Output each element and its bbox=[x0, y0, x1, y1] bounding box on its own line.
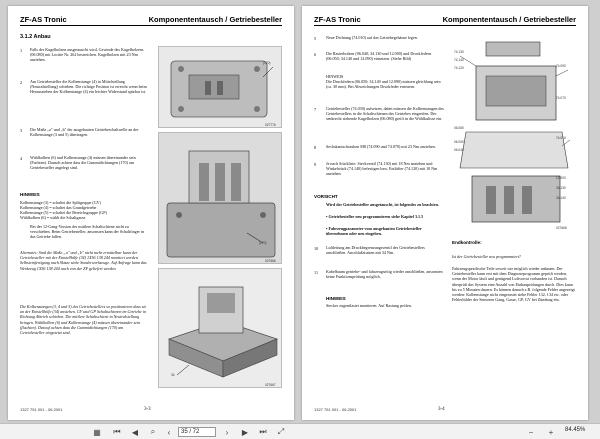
zoom-in-icon[interactable]: + bbox=[548, 427, 554, 437]
hinweis-line: Wählkolben (6) = wählt die Schaltgasse bbox=[20, 215, 86, 220]
vorsicht-line: • Fahrzeugparameter vom ausgebauten Getriebesteller übernehmen oder neu eingeben. bbox=[326, 226, 422, 237]
diagram-label: 34.140 bbox=[556, 196, 566, 200]
step-number: 6 bbox=[314, 52, 317, 57]
diagram-label: 74.010 bbox=[556, 136, 566, 140]
figure-id: 027776 bbox=[265, 123, 276, 127]
header-right: Komponententausch / Getriebesteller bbox=[148, 15, 282, 24]
endkontrolle-question: Ist der Getriebesteller neu programmiert? bbox=[452, 254, 521, 259]
endkontrolle-text: Fahrzeugspezifische Teile soweit wie möglich wieder anbauen. Der Getriebesteller kann erst mit dem Diagnoseprogramm geprüft werden, wenn der Motor läuft und genügend Luftvorrat vorhanden ist. Danach überprüft das System eine Anzahl von Einbauprüfungen durch. Dies kann bis zu 5 Minuten dauern. Es können danach z.B. folgende Fehler angezeigt werden: Kolbenstange nicht eingerastet siehe Fehler 132, 134 etc. oder Fehlerbilder der Sensoren Gang, Gasse, GP, GV bei Zündung ein. bbox=[452, 266, 575, 303]
zoom-level[interactable]: 84.45% bbox=[565, 427, 586, 433]
diagram-label: 34.130 bbox=[556, 186, 566, 190]
first-page-icon[interactable]: ⏮ bbox=[113, 427, 121, 436]
chevron-right-icon[interactable]: › bbox=[225, 427, 229, 437]
step-text: Sechskantschrauben M8 (74.090 und 74.070) mit 23 Nm anziehen. bbox=[326, 144, 436, 149]
vorsicht-title: VORSICHT bbox=[314, 194, 338, 199]
figure-gearbox-top bbox=[158, 46, 282, 128]
step-text: Wählkolben (6) und Kolbenstange (4) müssen übereinander sein (Fuchten). Danach achten dass die Gummidichtungen (170) am Getriebesteller angelegt sind. bbox=[30, 155, 136, 171]
chevron-left-icon[interactable]: ‹ bbox=[167, 427, 171, 437]
page-footer: 1327 751 001 - 06.2001 bbox=[20, 407, 63, 412]
viewer-toolbar bbox=[0, 423, 600, 439]
hinweis-text: Stecker zugentlastet montieren. Auf Rastung prüfen. bbox=[326, 303, 412, 308]
step-text: Am Getriebesteller die Kolbenstange (4) in Mittelstellung (Neutralstellung) schieben. Die richtige Position ist erreicht wenn beim Herausziehen der Kolbenstange (4) ein leichter Widerstand spürbar ist. bbox=[30, 79, 147, 95]
page-number: 3-4 bbox=[438, 407, 445, 412]
figure-id: 027667 bbox=[265, 383, 276, 387]
hinweis-title: HINWEIS bbox=[326, 296, 346, 301]
header-right: Komponententausch / Getriebesteller bbox=[442, 15, 576, 24]
step-number: 2 bbox=[20, 80, 23, 85]
figure-id: 027668 bbox=[556, 226, 567, 230]
prev-page-icon[interactable]: ◀ bbox=[131, 427, 139, 437]
step-text: Die Rasterbolzen (06.040; 34.130 und 12.000) und Druckfedern (06.050; 34.140 und 12.090) einsetzen. (Siehe Bild) bbox=[326, 51, 432, 62]
diagram-label: 74.130 bbox=[454, 50, 464, 54]
diagram-label: 12.000 bbox=[556, 176, 566, 180]
hinweis-line: Kolbenstange (5) = schaltet die Bereichsgruppe (GP) bbox=[20, 210, 107, 215]
endkontrolle-title: Endkontrolle: bbox=[452, 240, 482, 245]
step-number: 8 bbox=[314, 145, 317, 150]
step-number: 7 bbox=[314, 107, 317, 112]
fullscreen-icon[interactable]: ⤢ bbox=[277, 427, 285, 436]
vorsicht-line: Wird der Getriebesteller ausgetauscht, ist folgendes zu beachten. bbox=[326, 202, 439, 207]
figure-callout: (170) bbox=[259, 241, 267, 245]
diagram-label: 74.140 bbox=[454, 58, 464, 62]
grid-view-icon[interactable]: ▦ bbox=[93, 427, 101, 437]
step-text: Je nach Stückliste: Steckventil (74.130) mit 18 Nm anziehen und Winkelstück (74.140) befestigen bzw. Entlüfter (74.120) mit 10 Nm anziehen. bbox=[326, 161, 438, 177]
diagram-label: 74.120 bbox=[454, 66, 464, 70]
step-text: Falls der Kugelbolzen ausgetauscht wird, Gewinde des Kugelbolzens (06.080) mit Loctite Nr. 262 bestreichen. Kugelbolzen mit 23 Nm anziehen. bbox=[30, 47, 144, 63]
figure-actuator-mount bbox=[158, 132, 282, 264]
diagram-label: 06.050 bbox=[454, 140, 464, 144]
step-number: 10 bbox=[314, 246, 319, 251]
step-text: Die Maße „a" und „b" der ausgebauten Getriebeschaltwelle an der Kolbenstange (3 und 5) übertragen. bbox=[30, 127, 139, 138]
figure-id: 027666 bbox=[265, 259, 276, 263]
step-text: Getriebesteller (74.030) aufsetzen, dabei müssen die Kolbenstangen des Getriebestellers in die Schaltschienen des Getriebes eingreifen. Der senkrecht stehende Kugelbolzen (06.080) greift in die Wählkulisse ein. bbox=[326, 106, 444, 122]
page-footer: 1327 751 001 - 06.2001 bbox=[314, 407, 357, 412]
alternative-text-2: Die Kolbenstangen (3, 4 und 5) des Getriebestellers so positionieren dass sie an der Einstellhilfe (34) anstehen. GV und GP Schaltschienen im Getriebe in Richtung Abtrieb schieben. Die mittlere Schaltschiene in Neutralstellung bringen. Wählkolben (6) und Kolbenstange (4) müssen übereinander sein (fluchten). Darauf achten dass die Gummidichtungen (170) am Getriebesteller eingesetzt sind. bbox=[20, 304, 147, 336]
page-header bbox=[20, 14, 282, 26]
diagram-label: 06.080 bbox=[454, 126, 464, 130]
page-header bbox=[314, 14, 576, 26]
vorsicht-line: • Getriebesteller neu programmieren siehe Kapitel 3.1.5 bbox=[326, 214, 424, 219]
figure-callout: (170) bbox=[263, 61, 271, 65]
alternative-text: Alternativ: Sind die Maße „a" und „b" nicht mehr ermittelbar kann der Getriebesteller mit der Einstellhilfe (34) 1X56 138 244 montiert werden. Selbsteinfertigung nach Skizze siehe Sonderwerkzeuge. Auf Anfrage kann das Werkzeug 1X56 138 244 auch von der ZF geliefert werden. bbox=[20, 250, 147, 271]
page-number: 3-3 bbox=[144, 407, 151, 412]
step-number: 3 bbox=[20, 128, 23, 133]
page-right bbox=[302, 6, 588, 420]
search-icon[interactable]: ⌕ bbox=[150, 427, 156, 436]
step-number: 5 bbox=[314, 36, 317, 41]
hinweis-springs: HINWEIS Die Druckfedern (06.050; 34.140 und 12.090) müssen gleichlang sein (ca. 30 mm). Bei Abweichungen Druckfeder erneuern. bbox=[326, 74, 441, 90]
next-page-icon[interactable]: ▶ bbox=[241, 427, 249, 437]
step-text: Kabelbaum getriebe- und fahrzeugseitig wieder anschließen, ansonsten keine Funktionsprüfung möglich. bbox=[326, 269, 443, 280]
diagram-label: 74.070 bbox=[556, 96, 566, 100]
diagram-label: 06.040 bbox=[454, 148, 464, 152]
hinweis-line: Kolbenstange (3) = schaltet die Splitgruppe (GV) bbox=[20, 200, 101, 205]
figure-callout: 34 bbox=[171, 373, 175, 377]
section-title: 3.1.2 Anbau bbox=[20, 34, 51, 40]
step-number: 1 bbox=[20, 48, 23, 53]
step-number: 11 bbox=[314, 270, 319, 275]
step-number: 9 bbox=[314, 162, 317, 167]
last-page-icon[interactable]: ⏭ bbox=[259, 427, 267, 436]
diagram-label: 74.090 bbox=[556, 64, 566, 68]
header-left: ZF-AS Tronic bbox=[20, 15, 67, 24]
figure-adjustment-tool bbox=[158, 268, 282, 388]
zoom-out-icon[interactable]: − bbox=[528, 427, 534, 437]
figure-exploded-view bbox=[452, 36, 576, 232]
step-text: Luftleitung am Druckbegrenzungsventil des Getriebestellers anschließen. Anschlußstutzen mit 34 Nm. bbox=[326, 245, 425, 256]
step-text: Neue Dichtung (74.010) auf das Getriebegehäuse legen. bbox=[326, 35, 418, 40]
step-number: 4 bbox=[20, 156, 23, 161]
note-12gang: Bei der 12-Gang-Version der mittlere Schaltschiene nicht zu verschieben. Beim Getriebesteller, ansonsten kann der Schaltfinger in das Getriebe fallen. bbox=[30, 224, 145, 240]
hinweis-title: HINWEIS bbox=[20, 192, 40, 197]
adjustment-tool-illustration bbox=[159, 269, 282, 388]
hinweis-line: Kolbenstange (4) = schaltet das Grundgetriebe bbox=[20, 205, 97, 210]
page-number-input[interactable]: 35 / 72 bbox=[178, 427, 216, 437]
header-left: ZF-AS Tronic bbox=[314, 15, 361, 24]
page-left bbox=[8, 6, 294, 420]
gearbox-top-illustration bbox=[159, 47, 282, 128]
